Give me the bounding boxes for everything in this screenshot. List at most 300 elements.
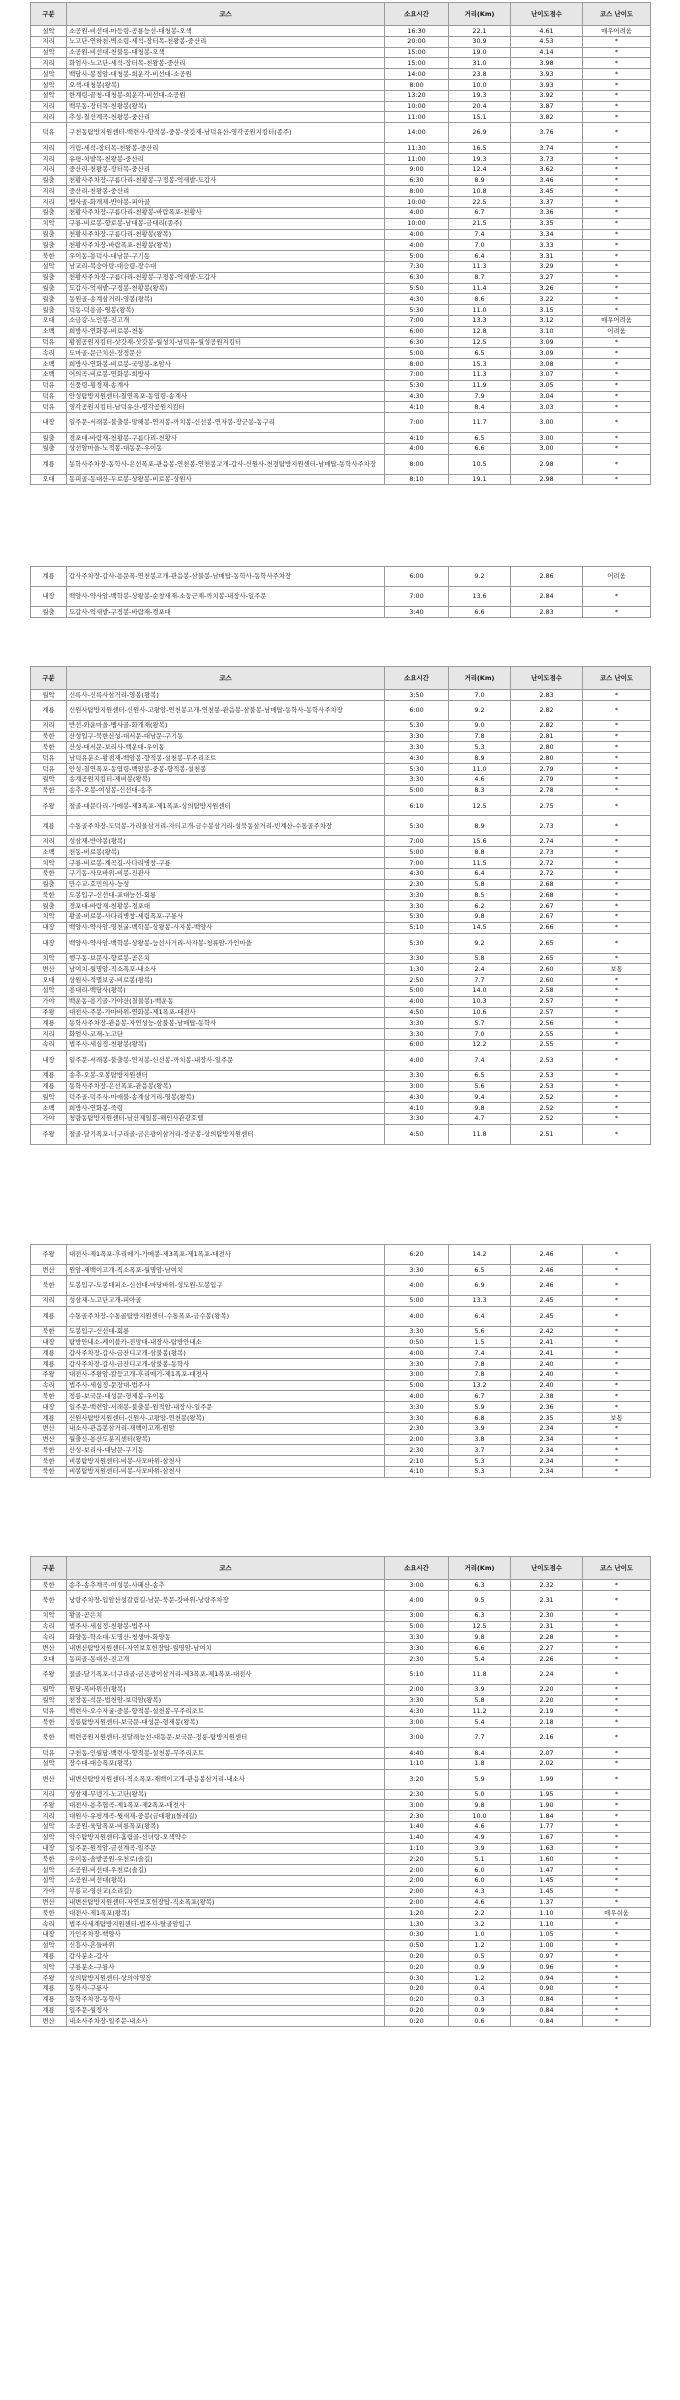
cell-score: 3.07: [511, 369, 583, 380]
cell-level: *: [583, 1391, 651, 1402]
table-row: [31, 1029, 651, 1040]
cell-region: 북한: [31, 1590, 67, 1610]
table-row: [31, 1337, 651, 1348]
table-row: [31, 1124, 651, 1144]
cell-distance: 9.4: [449, 1092, 511, 1103]
cell-time: 2:20: [385, 1854, 449, 1865]
cell-level: *: [583, 79, 651, 90]
cell-level: *: [583, 164, 651, 175]
cell-time: 3:50: [385, 690, 449, 701]
cell-region: 지리: [31, 1295, 67, 1306]
cell-region: 계룡: [31, 454, 67, 474]
cell-course: 황골-비로봉-사다리병창-세렴폭포-구룡사: [67, 911, 385, 922]
table-row: [31, 1632, 651, 1643]
cell-distance: 7.7: [449, 1727, 511, 1747]
table-row: [31, 911, 651, 922]
cell-region: 북한: [31, 785, 67, 796]
cell-course: 동피골-동대산-두로봉-상왕봉-비로봉-상원사: [67, 474, 385, 485]
cell-region: 계룡: [31, 2005, 67, 2016]
cell-time: 0:30: [385, 1929, 449, 1940]
table-row: [31, 1843, 651, 1854]
cell-region: 변산: [31, 1643, 67, 1654]
cell-distance: 8.9: [449, 816, 511, 836]
cell-distance: 1.2: [449, 1940, 511, 1951]
cell-level: *: [583, 911, 651, 922]
cell-distance: 5.6: [449, 1081, 511, 1092]
cell-course: 백운동-용기골-가야산(칠불봉)-백운동: [67, 996, 385, 1007]
table-row: [31, 337, 651, 348]
cell-level: *: [583, 1050, 651, 1070]
table-row: [31, 1039, 651, 1050]
cell-course: 도갑사-억새밭-구정봉-바람재-경포대: [67, 607, 385, 618]
header-distance: 거리(Km): [449, 3, 511, 26]
cell-time: 4:00: [385, 1391, 449, 1402]
cell-score: 1.95: [511, 1789, 583, 1800]
cell-course: 내소사-관음봉삼거리-재백이고개-원암: [67, 1423, 385, 1434]
cell-score: 3.03: [511, 402, 583, 413]
table-row: [31, 175, 651, 186]
cell-distance: 8.8: [449, 847, 511, 858]
cell-level: *: [583, 1092, 651, 1103]
cell-time: 5:30: [385, 933, 449, 953]
cell-score: 2.40: [511, 1358, 583, 1369]
cell-score: 2.51: [511, 1124, 583, 1144]
cell-course: 백양사-약사암-영천굴-백학봉-상왕봉-사자봉-백양사: [67, 922, 385, 933]
cell-distance: 4.9: [449, 1832, 511, 1843]
cell-score: 2.24: [511, 1664, 583, 1684]
cell-distance: 11.4: [449, 283, 511, 294]
cell-score: 1.63: [511, 1843, 583, 1854]
cell-level: *: [583, 58, 651, 69]
cell-region: 지리: [31, 58, 67, 69]
cell-distance: 13.3: [449, 1295, 511, 1306]
cell-distance: 5.4: [449, 1653, 511, 1664]
cell-level: *: [583, 1423, 651, 1434]
cell-course: 내변산탐방지원센터-자연보호헌장탑-직소폭포(왕복): [67, 1897, 385, 1908]
cell-distance: 6.3: [449, 1580, 511, 1591]
cell-distance: 6.5: [449, 1070, 511, 1081]
cell-distance: 9.2: [449, 567, 511, 587]
cell-distance: 6.0: [449, 1865, 511, 1876]
cell-level: *: [583, 1358, 651, 1369]
cell-course: 장수대-대승폭포(왕복): [67, 1758, 385, 1769]
table-row: [31, 1113, 651, 1124]
cell-course: 구천동탐방지원센터-백련사-향적봉-중봉-삿갓재-남덕유산-영각공원지킴터(종주): [67, 123, 385, 143]
cell-course: 대전사-제1폭포-후리메기-가메봉-제3폭포-제1폭포-대전사: [67, 1245, 385, 1265]
cell-level: 매우쉬움: [583, 1908, 651, 1919]
cell-distance: 12.5: [449, 337, 511, 348]
cell-level: *: [583, 774, 651, 785]
cell-region: 지리: [31, 1811, 67, 1822]
cell-time: 3:30: [385, 731, 449, 742]
cell-course: 절골-달기폭포-너구리골-금은광이삼거리-장군봉-상의탐방지원센터: [67, 1124, 385, 1144]
cell-distance: 8.6: [449, 294, 511, 305]
cell-region: 설악: [31, 1875, 67, 1886]
cell-level: *: [583, 1007, 651, 1018]
cell-distance: 6.6: [449, 443, 511, 454]
cell-distance: 3.2: [449, 1919, 511, 1930]
cell-region: 치악: [31, 1962, 67, 1973]
cell-time: 2:00: [385, 1434, 449, 1445]
cell-course: 갑사분소-갑사: [67, 1951, 385, 1962]
cell-score: 2.57: [511, 1007, 583, 1018]
cell-course: 희방사-연화봉-비로봉-천동: [67, 326, 385, 337]
table-row: [31, 1621, 651, 1632]
cell-score: 1.10: [511, 1908, 583, 1919]
cell-score: 3.15: [511, 305, 583, 316]
cell-level: *: [583, 1769, 651, 1789]
cell-course: 법주사-세심정-천왕봉-법주사: [67, 1621, 385, 1632]
cell-score: 2.34: [511, 1445, 583, 1456]
cell-time: 3:30: [385, 1265, 449, 1276]
cell-course: 추성-칠선계곡-천왕봉-중산리: [67, 112, 385, 123]
cell-course: 산성-보리사-대남문-구기동: [67, 1445, 385, 1456]
cell-time: 5:00: [385, 1295, 449, 1306]
cell-course: 내소사주차장-일주문-내소사: [67, 2016, 385, 2027]
cell-distance: 19.0: [449, 47, 511, 58]
cell-distance: 10.5: [449, 454, 511, 474]
cell-level: *: [583, 153, 651, 164]
cell-distance: 9.8: [449, 1632, 511, 1643]
cell-time: 7:30: [385, 261, 449, 272]
table-row: [31, 700, 651, 720]
cell-course: 천동-비로봉(왕복): [67, 847, 385, 858]
cell-course: 동학사주차장-은선폭포-관음봉(왕복): [67, 1081, 385, 1092]
cell-level: *: [583, 348, 651, 359]
cell-region: 월악: [31, 690, 67, 701]
table-row: [31, 1983, 651, 1994]
header-time: 소요시간: [385, 3, 449, 26]
cell-score: 2.28: [511, 1632, 583, 1643]
cell-course: 천황사주차장-구름다리-천황봉-구정봉-억새밭-도갑사: [67, 175, 385, 186]
cell-course: 남교리-복숭아탕-대승령-장수대: [67, 261, 385, 272]
cell-score: 2.67: [511, 911, 583, 922]
cell-distance: 31.0: [449, 58, 511, 69]
cell-level: *: [583, 2016, 651, 2027]
cell-course: 절골-달기폭포-너구리골-금은광이삼거리-제3폭포-제1폭포-대전사: [67, 1664, 385, 1684]
cell-course: 낭랑주차장-입암산성갈림길-남문-북문-갓바위-낭랑주차장: [67, 1590, 385, 1610]
cell-score: 1.77: [511, 1821, 583, 1832]
cell-score: 2.55: [511, 1029, 583, 1040]
cell-time: 0:20: [385, 1951, 449, 1962]
cell-time: 0:20: [385, 2005, 449, 2016]
cell-distance: 9.0: [449, 720, 511, 731]
cell-course: 성삼재-반야봉(왕복): [67, 836, 385, 847]
table-row: [31, 143, 651, 154]
cell-region: 덕유: [31, 380, 67, 391]
cell-region: 월악: [31, 1684, 67, 1695]
cell-distance: 5.8: [449, 1695, 511, 1706]
cell-region: 치악: [31, 857, 67, 868]
table-body: [31, 1245, 651, 1478]
table-row: [31, 1402, 651, 1413]
header-row: [31, 667, 651, 690]
cell-time: 5:00: [385, 1621, 449, 1632]
cell-distance: 4.7: [449, 1113, 511, 1124]
cell-region: 지리: [31, 164, 67, 175]
cell-score: 1.47: [511, 1865, 583, 1876]
cell-distance: 7.4: [449, 229, 511, 240]
cell-time: 7:00: [385, 587, 449, 607]
cell-level: *: [583, 1951, 651, 1962]
table-row: [31, 1306, 651, 1326]
cell-distance: 7.8: [449, 1369, 511, 1380]
table-row: [31, 315, 651, 326]
cell-region: 북한: [31, 1727, 67, 1747]
cell-region: 월출: [31, 443, 67, 454]
cell-level: *: [583, 1929, 651, 1940]
cell-region: 지리: [31, 112, 67, 123]
cell-level: *: [583, 240, 651, 251]
cell-course: 동학사-구룡사: [67, 1983, 385, 1994]
cell-course: 도봉입구-도봉대피소-신선대-마당바위-성도원-도봉입구: [67, 1275, 385, 1295]
cell-distance: 23.8: [449, 69, 511, 80]
cell-score: 2.45: [511, 1295, 583, 1306]
cell-level: *: [583, 847, 651, 858]
table-row: [31, 218, 651, 229]
cell-score: 2.72: [511, 857, 583, 868]
cell-time: 3:30: [385, 774, 449, 785]
table-row: [31, 261, 651, 272]
cell-distance: 22.1: [449, 26, 511, 37]
cell-score: 1.67: [511, 1832, 583, 1843]
cell-course: 동학주차장-동학사: [67, 1994, 385, 2005]
table-row: [31, 1423, 651, 1434]
cell-distance: 8.9: [449, 175, 511, 186]
table-row: [31, 1854, 651, 1865]
cell-time: 2:50: [385, 975, 449, 986]
cell-distance: 5.0: [449, 1789, 511, 1800]
cell-score: 2.07: [511, 1747, 583, 1758]
table-row: [31, 197, 651, 208]
cell-score: 3.00: [511, 433, 583, 444]
cell-level: *: [583, 443, 651, 454]
cell-score: 2.41: [511, 1348, 583, 1359]
cell-region: 소백: [31, 1103, 67, 1114]
cell-region: 치악: [31, 218, 67, 229]
cell-score: 0.90: [511, 1983, 583, 1994]
cell-time: 6:00: [385, 1039, 449, 1050]
table-row: [31, 1348, 651, 1359]
cell-distance: 15.1: [449, 112, 511, 123]
cell-level: *: [583, 753, 651, 764]
table-row: [31, 153, 651, 164]
cell-score: 2.81: [511, 731, 583, 742]
cell-course: 동원골-송계삼거리-영봉(왕복): [67, 294, 385, 305]
cell-time: 1:30: [385, 1919, 449, 1930]
cell-region: 덕유: [31, 763, 67, 774]
cell-level: 보통: [583, 1412, 651, 1423]
table-row: [31, 975, 651, 986]
cell-region: 계룡: [31, 1994, 67, 2005]
cell-course: 가인주차장-백양사: [67, 1929, 385, 1940]
cell-course: 소공원-비선대(왕복): [67, 1875, 385, 1886]
cell-region: 속리: [31, 348, 67, 359]
cell-score: 2.53: [511, 1081, 583, 1092]
cell-level: *: [583, 1747, 651, 1758]
cell-distance: 5.3: [449, 1466, 511, 1477]
cell-score: 2.26: [511, 1653, 583, 1664]
cell-time: 4:00: [385, 1050, 449, 1070]
cell-region: 속리: [31, 1919, 67, 1930]
cell-time: 5:10: [385, 922, 449, 933]
cell-course: 어의곡-비로봉-연화봉-희방사: [67, 369, 385, 380]
cell-course: 무릉교-영산교(소리길): [67, 1886, 385, 1897]
cell-level: *: [583, 1348, 651, 1359]
cell-score: 1.84: [511, 1811, 583, 1822]
cell-score: 3.36: [511, 207, 583, 218]
cell-distance: 1.5: [449, 1337, 511, 1348]
cell-time: 5:50: [385, 283, 449, 294]
cell-time: 4:30: [385, 391, 449, 402]
cell-score: 3.31: [511, 251, 583, 262]
cell-score: 2.56: [511, 1018, 583, 1029]
table-row: [31, 1886, 651, 1897]
cell-time: 2:00: [385, 1897, 449, 1908]
cell-level: *: [583, 1275, 651, 1295]
cell-time: 3:30: [385, 1070, 449, 1081]
cell-score: 2.78: [511, 785, 583, 796]
table-row: [31, 272, 651, 283]
cell-course: 거림-세석-장터목-천왕봉-중산리: [67, 143, 385, 154]
cell-distance: 5.1: [449, 1854, 511, 1865]
table-row: [31, 402, 651, 413]
cell-course: 덕동-덕용골-영봉(왕복): [67, 305, 385, 316]
cell-time: 3:00: [385, 1727, 449, 1747]
cell-level: *: [583, 1326, 651, 1337]
cell-region: 주왕: [31, 1007, 67, 1018]
cell-region: 내장: [31, 587, 67, 607]
cell-course: 용대리-백담사(왕복): [67, 985, 385, 996]
cell-region: 내장: [31, 1050, 67, 1070]
cell-course: 법주사-세심정-천왕봉(왕복): [67, 1039, 385, 1050]
cell-time: 10:00: [385, 101, 449, 112]
table-row: [31, 1758, 651, 1769]
cell-distance: 8.5: [449, 890, 511, 901]
cell-course: 비봉탐방지원센터-비봉-사모바위-삼천사: [67, 1456, 385, 1467]
cell-level: *: [583, 1245, 651, 1265]
table-row: [31, 1070, 651, 1081]
course-table-2b: [30, 1244, 651, 1478]
cell-level: *: [583, 359, 651, 370]
table-row: [31, 1653, 651, 1664]
table-row: [31, 1018, 651, 1029]
cell-time: 14:00: [385, 69, 449, 80]
cell-distance: 0.3: [449, 1994, 511, 2005]
cell-course: 경포대-바람재-천황봉-경포대: [67, 901, 385, 912]
cell-course: 송추-오봉-여성봉-신선대-송추: [67, 785, 385, 796]
cell-course: 갑사주차장-갑사-금잔디고개-삼불봉(왕복): [67, 1348, 385, 1359]
cell-time: 3:00: [385, 1717, 449, 1728]
table-row: [31, 1897, 651, 1908]
cell-score: 2.30: [511, 1610, 583, 1621]
cell-distance: 20.4: [449, 101, 511, 112]
cell-region: 북한: [31, 1326, 67, 1337]
cell-score: 3.93: [511, 79, 583, 90]
cell-region: 월악: [31, 1695, 67, 1706]
header-score: 난이도점수: [511, 667, 583, 690]
cell-distance: 6.2: [449, 901, 511, 912]
cell-region: 덕유: [31, 337, 67, 348]
cell-level: *: [583, 69, 651, 80]
cell-time: 4:00: [385, 443, 449, 454]
cell-distance: 1.2: [449, 1973, 511, 1984]
cell-score: 3.33: [511, 240, 583, 251]
cell-region: 속리: [31, 1621, 67, 1632]
table-row: [31, 443, 651, 454]
cell-distance: 9.2: [449, 933, 511, 953]
cell-score: 2.58: [511, 985, 583, 996]
cell-distance: 15.3: [449, 359, 511, 370]
cell-distance: 11.0: [449, 763, 511, 774]
cell-distance: 12.5: [449, 1621, 511, 1632]
cell-region: 지리: [31, 101, 67, 112]
cell-time: 4:00: [385, 229, 449, 240]
cell-region: 월출: [31, 607, 67, 618]
cell-time: 10:00: [385, 218, 449, 229]
table-row: [31, 305, 651, 316]
cell-course: 백련공원지원센터-진달래능선-대동문-보국문-정릉-탐방지원센터: [67, 1727, 385, 1747]
cell-score: 2.52: [511, 1092, 583, 1103]
cell-distance: 6.4: [449, 251, 511, 262]
cell-region: 계룡: [31, 567, 67, 587]
cell-level: *: [583, 1843, 651, 1854]
cell-distance: 7.4: [449, 1348, 511, 1359]
cell-course: 일주문-월정사: [67, 2005, 385, 2016]
cell-time: 4:00: [385, 996, 449, 1007]
cell-course: 행구동-보문사-향로봉-곧은치: [67, 953, 385, 964]
table-row: [31, 1610, 651, 1621]
cell-score: 2.66: [511, 922, 583, 933]
cell-score: 2.31: [511, 1621, 583, 1632]
cell-course: 뱀사골-화개재-반야봉-피아골: [67, 197, 385, 208]
cell-time: 6:10: [385, 796, 449, 816]
cell-course: 황골-곧은치: [67, 1610, 385, 1621]
cell-distance: 5.8: [449, 953, 511, 964]
cell-score: 3.26: [511, 283, 583, 294]
cell-course: 내변산탐방지원센터-직소폭포-재백이고개-관음봉삼거리-내소사: [67, 1769, 385, 1789]
cell-distance: 11.2: [449, 1706, 511, 1717]
cell-distance: 11.5: [449, 857, 511, 868]
cell-level: *: [583, 1940, 651, 1951]
cell-distance: 7.4: [449, 1050, 511, 1070]
cell-course: 만수교-호민의사-능성: [67, 879, 385, 890]
cell-time: 4:10: [385, 402, 449, 413]
cell-level: *: [583, 1580, 651, 1591]
cell-region: 설악: [31, 261, 67, 272]
course-table-2: [30, 666, 651, 1145]
cell-score: 2.41: [511, 1337, 583, 1348]
cell-score: 2.57: [511, 996, 583, 1007]
cell-course: 성삼재-노고단고개-피아골: [67, 1295, 385, 1306]
table-row: [31, 1875, 651, 1886]
table-row: [31, 1727, 651, 1747]
cell-region: 계룡: [31, 1983, 67, 1994]
table-row: [31, 1747, 651, 1758]
cell-time: 5:00: [385, 785, 449, 796]
cell-distance: 13.2: [449, 1380, 511, 1391]
cell-level: *: [583, 283, 651, 294]
cell-score: 1.45: [511, 1886, 583, 1897]
cell-region: 월악: [31, 774, 67, 785]
cell-time: 7:00: [385, 857, 449, 868]
cell-time: 2:00: [385, 1684, 449, 1695]
cell-time: 4:10: [385, 1466, 449, 1477]
table-row: [31, 985, 651, 996]
cell-region: 주왕: [31, 1973, 67, 1984]
cell-time: 4:10: [385, 1103, 449, 1114]
cell-distance: 21.5: [449, 218, 511, 229]
